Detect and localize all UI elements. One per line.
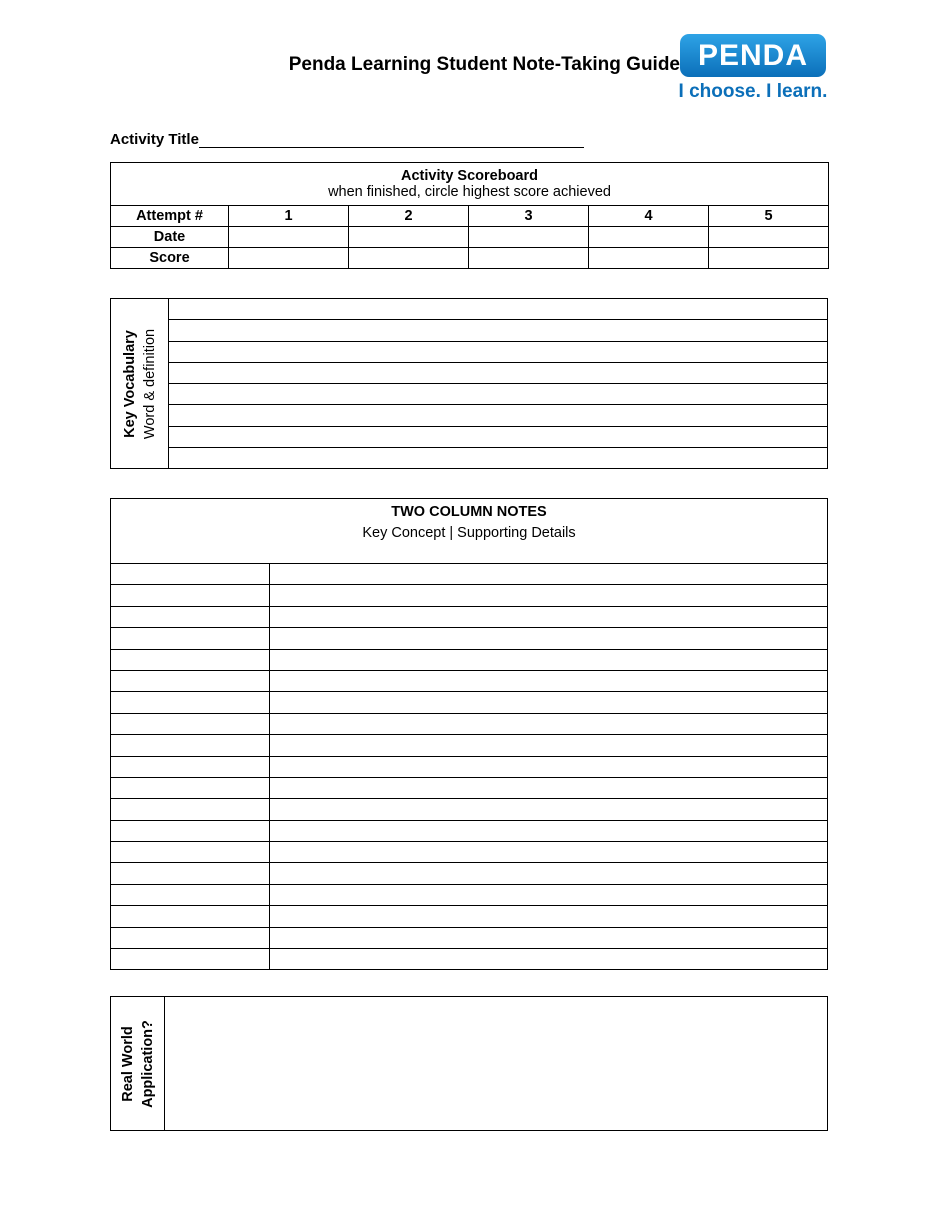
key-concept-cell[interactable]	[111, 713, 270, 734]
supporting-details-cell[interactable]	[270, 949, 828, 970]
notes-row	[111, 756, 828, 777]
date-cell[interactable]	[349, 227, 469, 248]
vocabulary-line[interactable]	[169, 320, 828, 341]
score-cell[interactable]	[349, 248, 469, 269]
key-concept-cell[interactable]	[111, 628, 270, 649]
key-vocabulary-table	[110, 298, 828, 469]
supporting-details-cell[interactable]	[270, 692, 828, 713]
date-cell[interactable]	[469, 227, 589, 248]
notes-rows	[111, 564, 828, 970]
key-concept-cell[interactable]	[111, 692, 270, 713]
scoreboard-title: Activity Scoreboard	[401, 168, 539, 184]
real-world-application-table	[110, 996, 828, 1131]
score-label: Score	[111, 248, 229, 269]
supporting-details-cell[interactable]	[270, 670, 828, 691]
attempt-label: Attempt #	[111, 206, 229, 227]
date-cell[interactable]	[589, 227, 709, 248]
notes-header	[111, 499, 828, 564]
key-concept-cell[interactable]	[111, 906, 270, 927]
key-concept-cell[interactable]	[111, 927, 270, 948]
notes-title: TWO COLUMN NOTES	[391, 504, 547, 520]
key-concept-cell[interactable]	[111, 949, 270, 970]
vocabulary-line[interactable]	[169, 405, 828, 426]
supporting-details-cell[interactable]	[270, 820, 828, 841]
notes-row	[111, 670, 828, 691]
notes-row	[111, 628, 828, 649]
notes-row	[111, 692, 828, 713]
key-concept-cell[interactable]	[111, 649, 270, 670]
key-concept-cell[interactable]	[111, 799, 270, 820]
key-concept-cell[interactable]	[111, 585, 270, 606]
real-world-answer-area[interactable]	[165, 997, 828, 1131]
notes-row	[111, 799, 828, 820]
vocabulary-line[interactable]	[169, 341, 828, 362]
supporting-details-cell[interactable]	[270, 713, 828, 734]
real-world-line1: Real World	[119, 1025, 136, 1102]
activity-title-label: Activity Title	[110, 131, 199, 148]
score-cell[interactable]	[229, 248, 349, 269]
vocabulary-line[interactable]	[169, 447, 828, 468]
notes-row	[111, 649, 828, 670]
scoreboard-header	[111, 163, 829, 206]
key-concept-cell[interactable]	[111, 842, 270, 863]
two-column-notes-table	[110, 498, 828, 970]
key-concept-cell[interactable]	[111, 670, 270, 691]
supporting-details-cell[interactable]	[270, 585, 828, 606]
supporting-details-cell[interactable]	[270, 564, 828, 585]
attempt-number: 3	[469, 206, 589, 227]
notes-row	[111, 564, 828, 585]
penda-logo: PENDA	[680, 34, 826, 77]
notes-row	[111, 606, 828, 627]
scoreboard-subtitle: when finished, circle highest score achieved	[328, 184, 611, 200]
date-cell[interactable]	[709, 227, 829, 248]
key-concept-cell[interactable]	[111, 564, 270, 585]
attempt-number: 5	[709, 206, 829, 227]
vocabulary-line[interactable]	[169, 362, 828, 383]
notes-row	[111, 735, 828, 756]
supporting-details-cell[interactable]	[270, 735, 828, 756]
attempt-number: 1	[229, 206, 349, 227]
supporting-details-cell[interactable]	[270, 927, 828, 948]
key-concept-cell[interactable]	[111, 884, 270, 905]
supporting-details-cell[interactable]	[270, 649, 828, 670]
date-label: Date	[111, 227, 229, 248]
supporting-details-cell[interactable]	[270, 884, 828, 905]
key-concept-cell[interactable]	[111, 820, 270, 841]
page-title: Penda Learning Student Note-Taking Guide	[288, 54, 680, 75]
notes-row	[111, 820, 828, 841]
key-concept-cell[interactable]	[111, 863, 270, 884]
score-cell[interactable]	[709, 248, 829, 269]
notes-row	[111, 927, 828, 948]
supporting-details-cell[interactable]	[270, 863, 828, 884]
notes-row	[111, 585, 828, 606]
notes-row	[111, 884, 828, 905]
vocabulary-line[interactable]	[169, 299, 828, 320]
logo-tagline: I choose. I learn.	[678, 81, 828, 102]
notes-row	[111, 906, 828, 927]
score-cell[interactable]	[589, 248, 709, 269]
key-concept-cell[interactable]	[111, 777, 270, 798]
supporting-details-cell[interactable]	[270, 777, 828, 798]
key-concept-cell[interactable]	[111, 735, 270, 756]
notes-subtitle: Key Concept | Supporting Details	[362, 525, 576, 541]
real-world-line2: Application?	[139, 1019, 156, 1108]
notes-row	[111, 842, 828, 863]
real-world-side-label	[111, 997, 165, 1131]
attempt-number: 4	[589, 206, 709, 227]
activity-scoreboard	[110, 162, 829, 269]
vocabulary-subtitle: Word & definition	[141, 328, 158, 439]
supporting-details-cell[interactable]	[270, 606, 828, 627]
notes-row	[111, 713, 828, 734]
supporting-details-cell[interactable]	[270, 799, 828, 820]
vocabulary-title: Key Vocabulary	[121, 329, 138, 438]
score-cell[interactable]	[469, 248, 589, 269]
supporting-details-cell[interactable]	[270, 756, 828, 777]
vocabulary-line[interactable]	[169, 426, 828, 447]
notes-row	[111, 863, 828, 884]
key-concept-cell[interactable]	[111, 606, 270, 627]
activity-title-input-line[interactable]	[199, 147, 584, 148]
date-cell[interactable]	[229, 227, 349, 248]
vocabulary-line[interactable]	[169, 384, 828, 405]
notes-row	[111, 949, 828, 970]
supporting-details-cell[interactable]	[270, 906, 828, 927]
attempt-number: 2	[349, 206, 469, 227]
supporting-details-cell[interactable]	[270, 628, 828, 649]
supporting-details-cell[interactable]	[270, 842, 828, 863]
vocabulary-side-label	[111, 299, 169, 469]
key-concept-cell[interactable]	[111, 756, 270, 777]
notes-row	[111, 777, 828, 798]
